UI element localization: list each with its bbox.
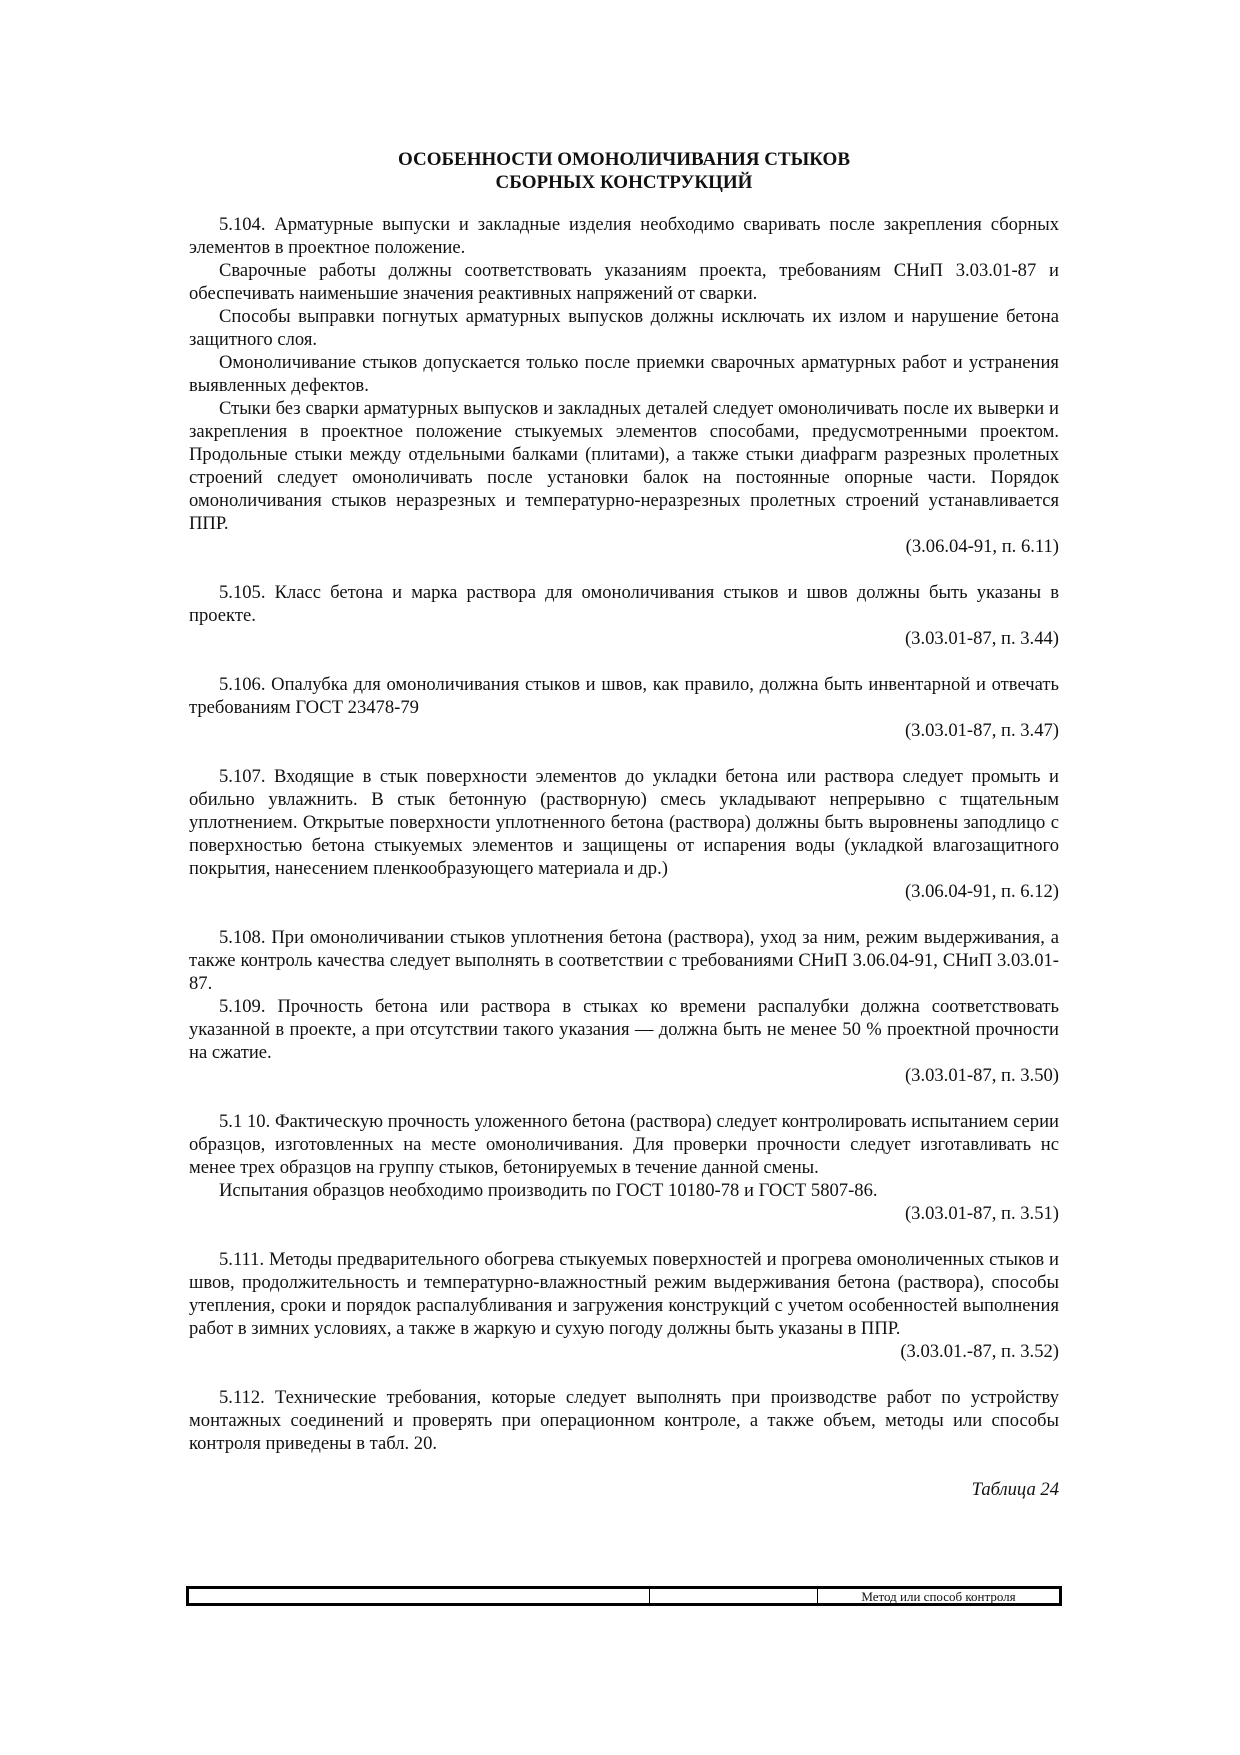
paragraph: Стыки без сварки арматурных выпусков и закладных деталей следует омоноличивать после их выверки и закрепления в проектное положение стыкуемых элементов способами, предусмотренными проектом. Продольные стыки между отдельными балками (плитами), а также стыки диафрагм разрезных пролетных строений следует омоноличивать после установки балок на постоянные опорные части. Порядок омоноличивания стыков неразрезных и температурно-неразрезных пролетных строений устанавливается ППР.	[189, 398, 1059, 534]
section-5-112	[189, 1386, 1059, 1455]
reference: (3.06.04-91, п. 6.11)	[905, 536, 1059, 557]
paragraph: Сварочные работы должны соответствовать указаниям проекта, требованиям СНиП 3.03.01-87 и обеспечивать наименьшие значения реактивных напряжений от сварки.	[189, 260, 1059, 304]
paragraph: 5.111. Методы предварительного обогрева стыкуемых поверхностей и прогрева омоноличенных стыков и швов, продолжительность и температурно-влажностный режим выдерживания бетона (раствора), способы утепления, сроки и порядок распалубливания и загружения конструкций с учетом особенностей выполнения работ в зимних условиях, а также в жаркую и сухую погоду должны быть указаны в ППР.	[189, 1249, 1059, 1339]
table-header-cell	[189, 1589, 650, 1603]
paragraph: 5.104. Арматурные выпуски и закладные изделия необходимо сваривать после закрепления сборных элементов в проектное положение.	[189, 214, 1059, 258]
section-5-106	[189, 673, 1059, 742]
paragraph: Способы выправки погнутых арматурных выпусков должны исключать их излом и нарушение бетона защитного слоя.	[189, 306, 1059, 350]
reference: (3.03.01-87, п. 3.44)	[904, 628, 1059, 649]
section-5-107	[189, 765, 1059, 903]
paragraph: 5.1 10. Фактическую прочность уложенного бетона (раствора) следует контролировать испытанием серии образцов, изготовленных на месте омоноличивания. Для проверки прочности следует изготавливать нс менее трех образцов на группу стыков, бетонируемых в течение данной смены.	[189, 1111, 1059, 1178]
title-line-1: ОСОБЕННОСТИ ОМОНОЛИЧИВАНИЯ СТЫКОВ	[397, 149, 851, 170]
section-5-111	[189, 1248, 1059, 1363]
paragraph: 5.106. Опалубка для омоноличивания стыков и швов, как правило, должна быть инвентарной и отвечать требованиям ГОСТ 23478-79	[189, 674, 1059, 718]
reference: (3.03.01-87, п. 3.51)	[904, 1203, 1059, 1224]
paragraph: 5.112. Технические требования, которые следует выполнять при производстве работ по устройству монтажных соединений и проверять при операционном контроле, а также объем, методы или способы контроля приведены в табл. 20.	[189, 1387, 1059, 1454]
paragraph: Испытания образцов необходимо производить по ГОСТ 10180-78 и ГОСТ 5807-86.	[219, 1180, 878, 1201]
paragraph: 5.109. Прочность бетона или раствора в стыках ко времени распалубки должна соответствовать указанной в проекте, а при отсутствии такого указания — должна быть не менее 50 % проектной прочности на сжатие.	[189, 996, 1059, 1063]
reference: (3.03.01-87, п. 3.47)	[904, 720, 1059, 741]
title-line-2: СБОРНЫХ КОНСТРУКЦИЙ	[495, 172, 753, 193]
table-caption: Таблица 24	[971, 1479, 1059, 1500]
paragraph: 5.107. Входящие в стык поверхности элементов до укладки бетона или раствора следует промыть и обильно увлажнить. В стык бетонную (растворную) смесь укладывают непрерывно с тщательным уплотнением. Открытые поверхности уплотненного бетона (раствора) должны быть выровнены заподлицо с поверхностью бетона стыкуемых элементов и защищены от испарения воды (укладкой влагозащитного покрытия, нанесением пленкообразующего материала и др.)	[189, 766, 1059, 879]
section-5-108	[189, 926, 1059, 1087]
paragraph: 5.105. Класс бетона и марка раствора для омоноличивания стыков и швов должны быть указаны в проекте.	[189, 582, 1059, 626]
paragraph: Омоноличивание стыков допускается только после приемки сварочных арматурных работ и устранения выявленных дефектов.	[189, 352, 1059, 396]
control-table	[186, 1586, 1062, 1606]
section-5-110	[189, 1110, 1059, 1225]
reference: (3.03.01-87, п. 3.50)	[904, 1065, 1059, 1086]
section-5-104	[189, 213, 1059, 558]
paragraph: 5.108. При омоноличивании стыков уплотнения бетона (раствора), уход за ним, режим выдерживания, а также контроль качества следует выполнять в соответствии с требованиями СНиП 3.06.04-91, СНиП 3.03.01-87.	[189, 927, 1059, 994]
table-header-cell: Метод или способ контроля	[861, 1589, 1016, 1603]
table-header-cell	[650, 1589, 818, 1603]
page-title	[189, 148, 1059, 194]
section-5-105	[189, 581, 1059, 650]
document-body	[189, 148, 1059, 1501]
reference: (3.03.01.-87, п. 3.52)	[900, 1341, 1059, 1362]
reference: (3.06.04-91, п. 6.12)	[904, 881, 1059, 902]
